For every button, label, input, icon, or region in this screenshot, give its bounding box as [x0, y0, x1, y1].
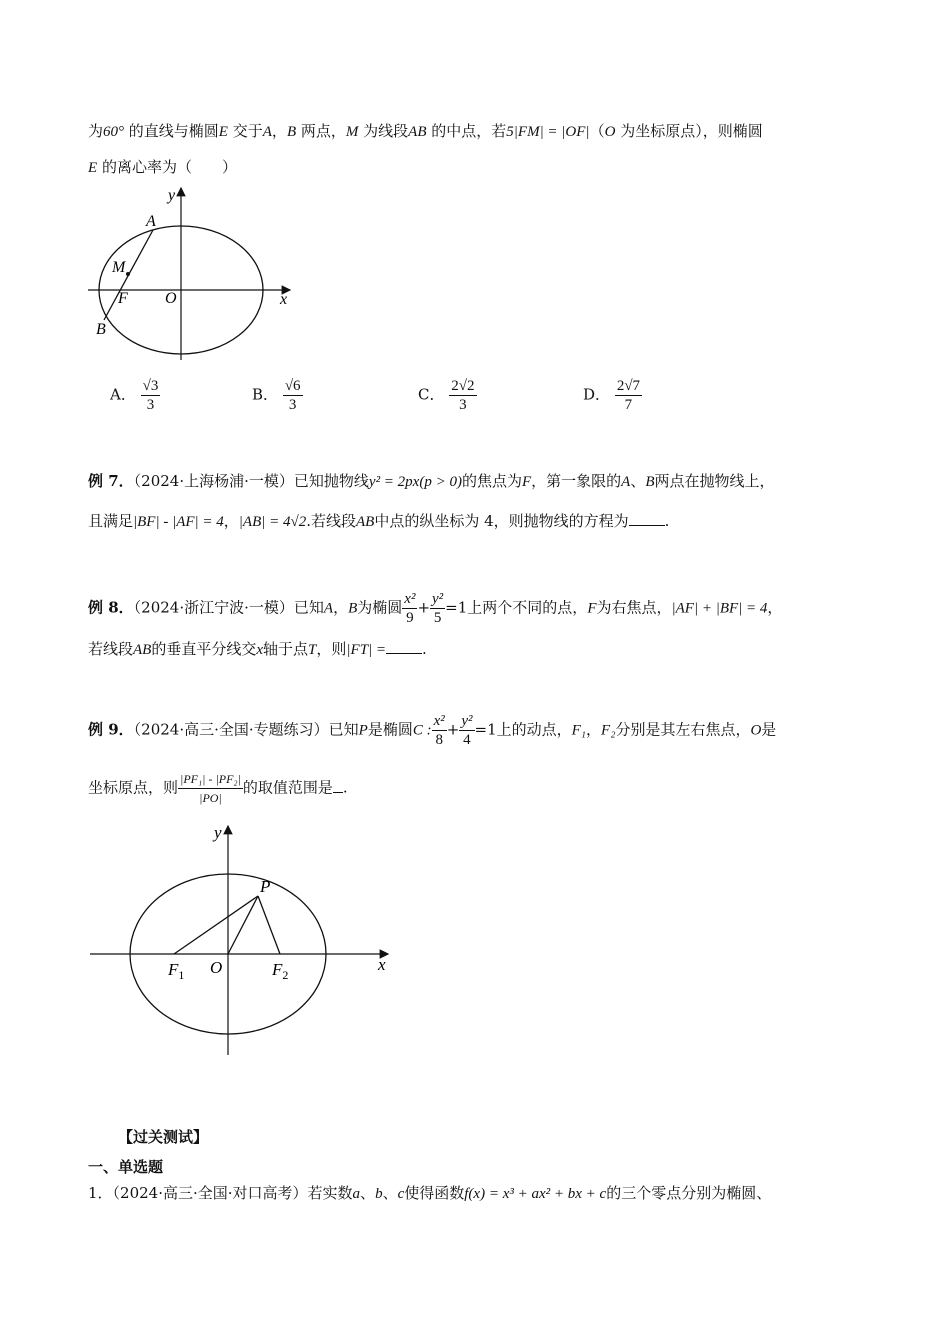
option-d[interactable]: D． $\frac{2√7}{7}$ — [583, 378, 641, 413]
q9-line-2: 坐标原点，则 $\frac{\text{|PF₁| - |PF₂|}}{|PO|}$ 的取值范围是 . — [88, 772, 348, 805]
test-q1: 1．（2024·高三·全国·对口高考）若实数a、b、c使得函数f(x) = x³ + ax² + bx + c的三个零点分别为椭圆、 — [88, 1184, 772, 1202]
label-f1: $F_1$ — [168, 960, 185, 982]
option-c[interactable]: C． $\frac{2√2}{3}$ — [418, 378, 475, 413]
label-p: P — [260, 877, 271, 896]
label-x: x — [280, 291, 288, 308]
label-y: y — [168, 187, 176, 204]
q6-line-1: 为60° 的直线与椭圆E 交于A，B 两点，M 为线段AB 的中点，若5|FM| = |OF|（O 为坐标原点），则椭圆 — [88, 122, 763, 140]
q6-ellipse-figure — [86, 182, 306, 362]
label-o: O — [165, 290, 177, 307]
label-x: x — [378, 955, 386, 974]
q8-line-2: 若线段AB的垂直平分线交x轴于点T，则|FT| = . — [88, 640, 427, 658]
test-heading: 【过关测试】 — [118, 1128, 209, 1146]
ratio-fraction: $\frac{\text{|PF₁| - |PF₂|}}{|PO|}$ — [180, 772, 241, 805]
option-b[interactable]: B． $\frac{√6}{3}$ — [252, 378, 301, 413]
q8-line-1: 例 8．（2024·浙江宁波·一模）已知A，B为椭圆 $\frac{\text{x²}}{9}$ + $\frac{\text{y²}}{5}$ =1上两个不同的点，F为右焦点，|AF| + |BF| = 4， — [88, 591, 783, 626]
option-a[interactable]: A． $\frac{√3}{3}$ — [110, 378, 159, 413]
section-title: 一、单选题 — [88, 1158, 164, 1176]
segment-po — [228, 896, 258, 954]
answer-blank[interactable] — [333, 778, 343, 793]
label-m: M — [112, 259, 126, 276]
answer-blank[interactable] — [386, 639, 422, 654]
answer-blank[interactable] — [629, 511, 665, 526]
segment-pf1 — [174, 896, 258, 954]
ellipse-frac-x: $\frac{\text{x²}}{9}$ — [404, 591, 416, 626]
q7-label: 例 7． — [88, 472, 134, 490]
ellipse-frac-y: $\frac{\text{y²}}{4}$ — [461, 713, 473, 748]
segment-pf2 — [258, 896, 280, 954]
label-y: y — [214, 823, 222, 842]
ellipse-frac-x: $\frac{\text{x²}}{8}$ — [433, 713, 445, 748]
q8-label: 例 8． — [88, 598, 134, 617]
label-o: O — [210, 958, 223, 977]
q7-line-2: 且满足|BF| - |AF| = 4，|AB| = 4√2.若线段AB中点的纵坐标为 4，则抛物线的方程为 . — [88, 512, 670, 530]
label-b: B — [96, 321, 106, 338]
q9-label: 例 9． — [88, 720, 134, 739]
ellipse-frac-y: $\frac{\text{y²}}{5}$ — [432, 591, 444, 626]
q6-line-2: E 的离心率为（ ） — [88, 158, 237, 176]
midpoint-m-dot — [126, 272, 130, 276]
label-f2: $F_2$ — [272, 960, 289, 982]
condition-expression: 5|FM| = |OF| — [506, 124, 590, 140]
parabola-equation: y² = 2px(p > 0) — [368, 474, 462, 490]
label-a: A — [146, 213, 156, 230]
q9-line-1: 例 9．（2024·高三·全国·专题练习）已知P是椭圆C : $\frac{\text{x²}}{8}$ + $\frac{\text{y²}}{4}$ =1上的动点，F₁，F₂分别是其左右焦点，O是 — [88, 713, 777, 748]
cubic-function: f(x) = x³ + ax² + bx + c — [464, 1186, 607, 1202]
angle-value: 60° — [103, 124, 125, 140]
q9-ellipse-figure — [88, 820, 398, 1060]
label-f: F — [118, 290, 128, 307]
q7-line-1: 例 7．（2024·上海杨浦·一模）已知抛物线y² = 2px(p > 0)的焦点为F，第一象限的A、B两点在抛物线上， — [88, 472, 775, 490]
